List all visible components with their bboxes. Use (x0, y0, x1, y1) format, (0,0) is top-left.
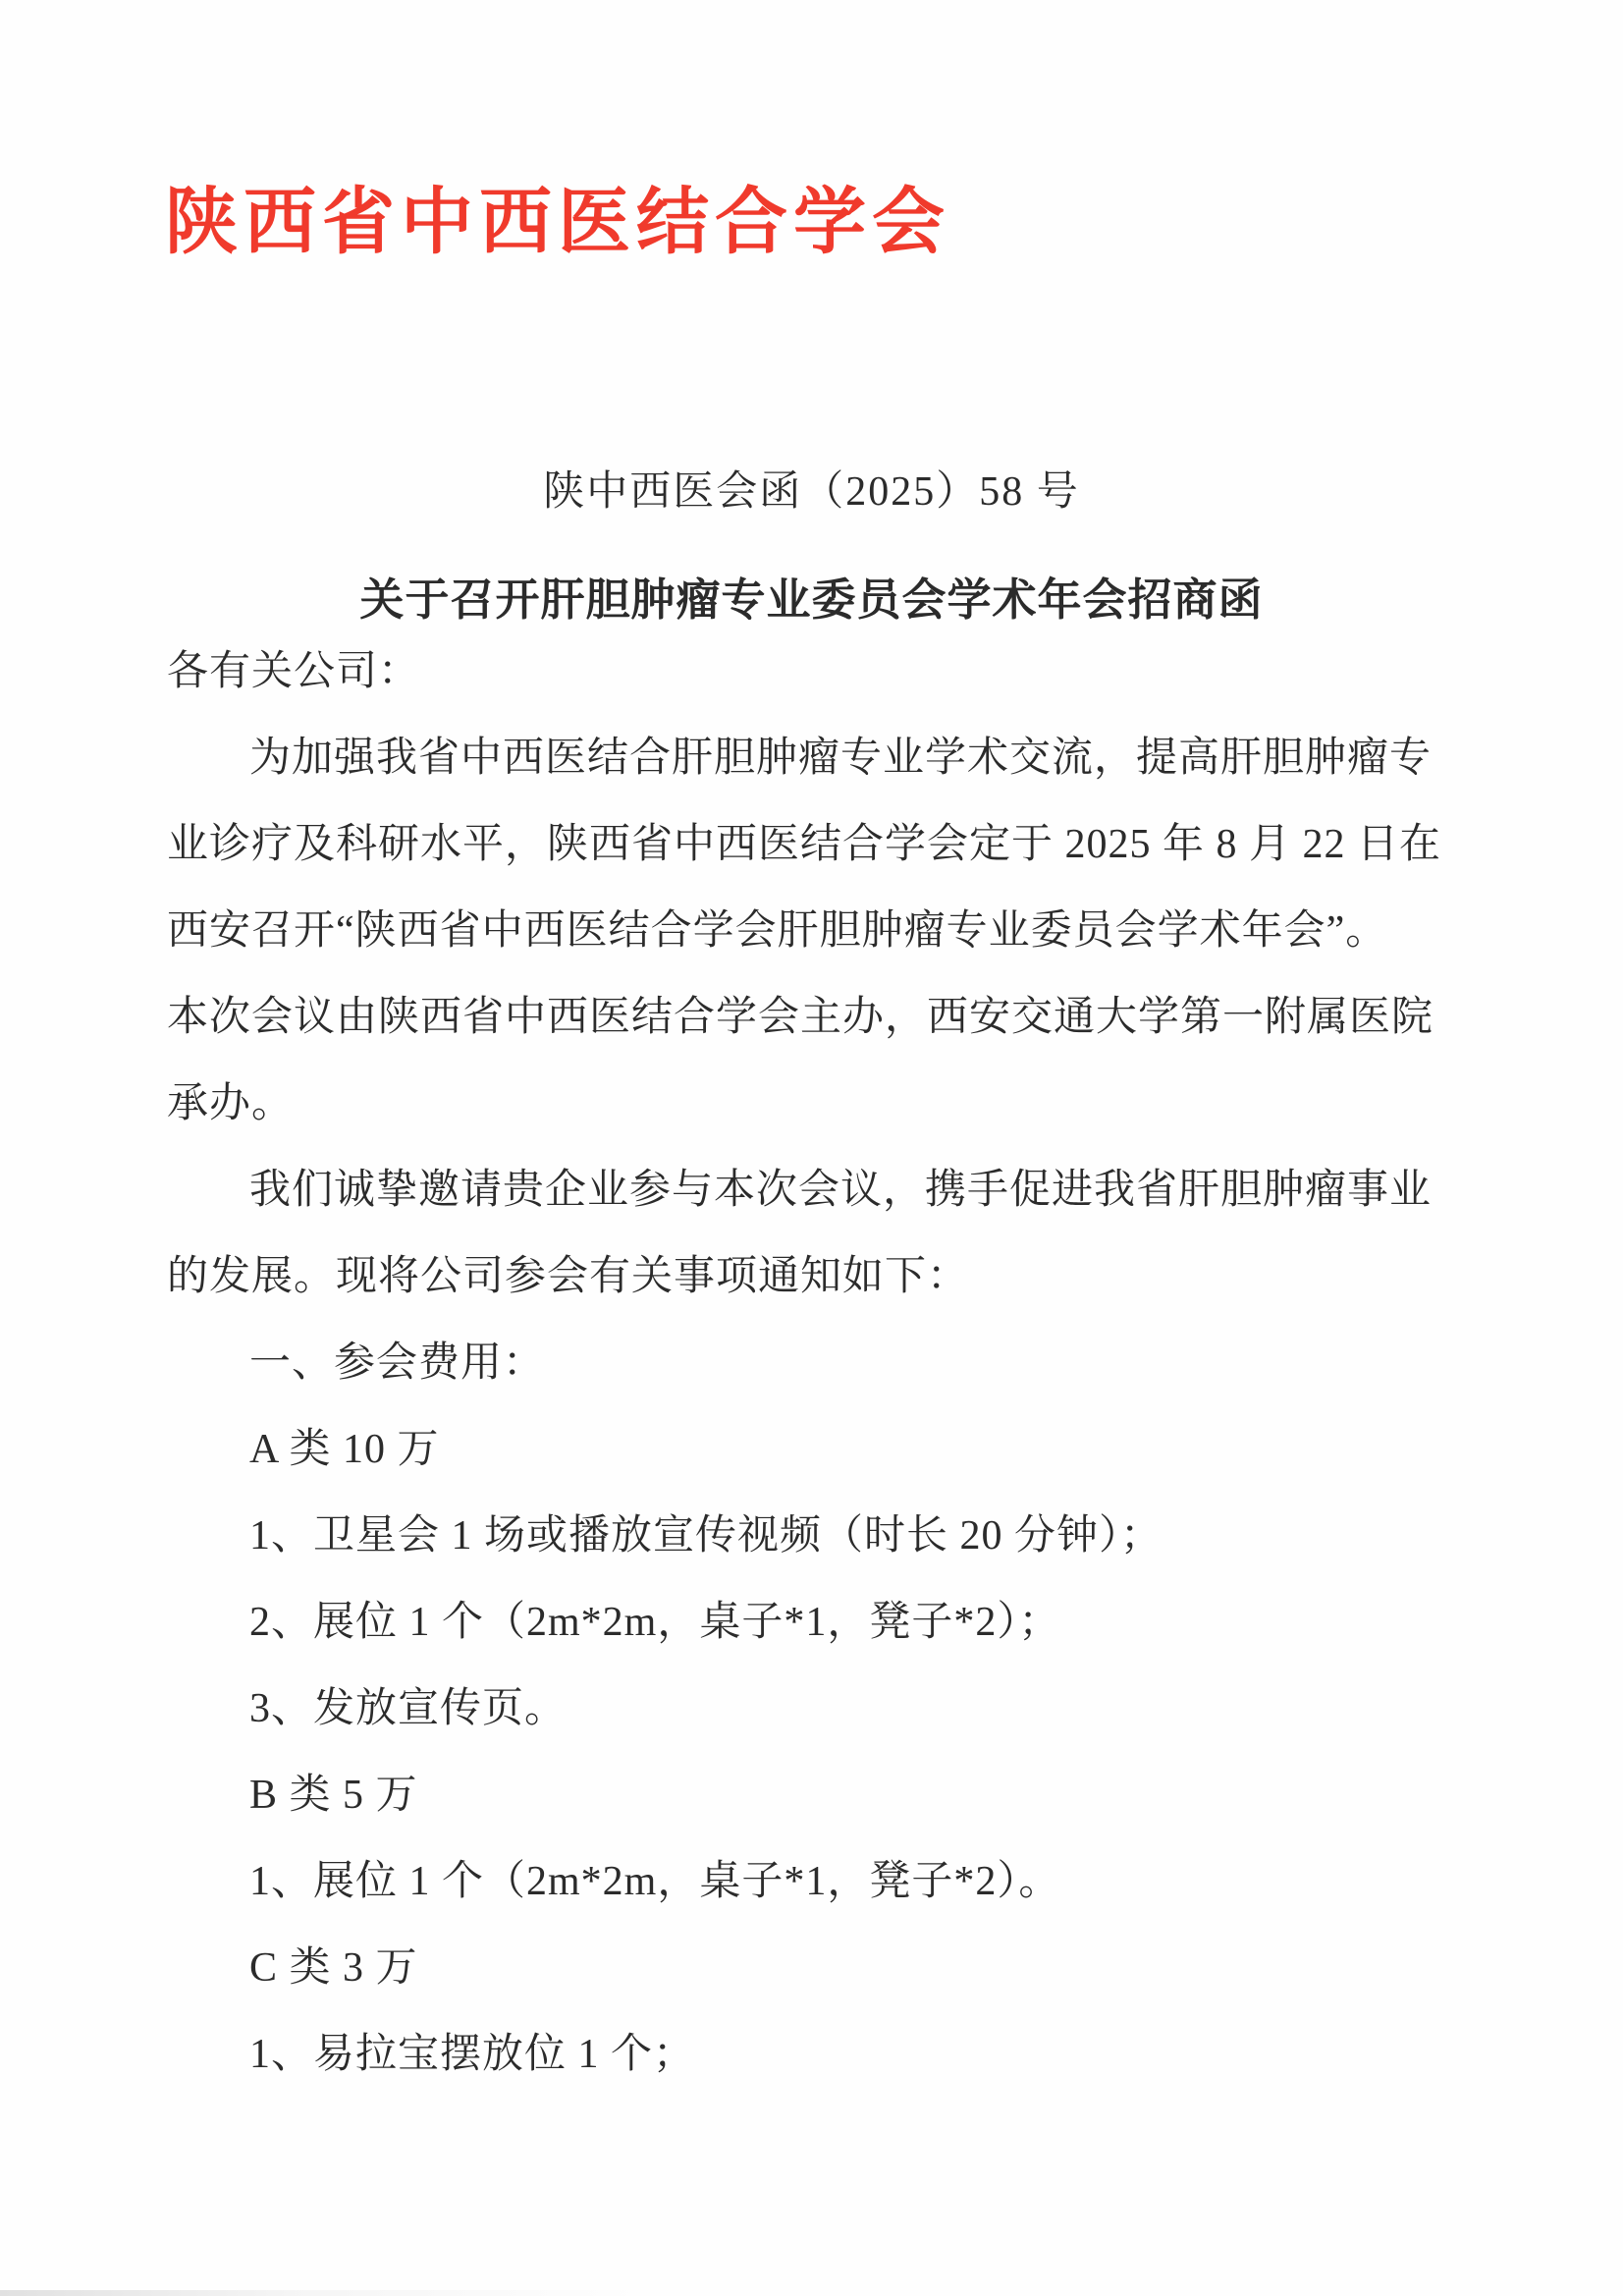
paragraph-line: 的发展。现将公司参会有关事项通知如下： (167, 1254, 970, 1300)
paragraph-line: 我们诚挚邀请贵企业参与本次会议，携手促进我省肝胆肿瘤事业 (249, 1168, 1433, 1214)
paragraph-line: 为加强我省中西医结合肝胆肿瘤专业学术交流，提高肝胆肿瘤专 (249, 736, 1433, 782)
paragraph-line: 承办。 (167, 1081, 295, 1127)
letter-body (0, 629, 1623, 2098)
document-number: 陕中西医会函（2025）58 号 (543, 469, 1080, 516)
list-item-line: 1、易拉宝摆放位 1 个； (249, 2032, 696, 2078)
paragraph-line: 本次会议由陕西省中西医结合学会主办，西安交通大学第一附属医院 (167, 995, 1434, 1041)
document-subject-heading: 关于召开肝胆肿瘤专业委员会学术年会招商函 (359, 575, 1264, 626)
section-heading-line: 一、参会费用： (249, 1340, 546, 1387)
scan-edge-artifact (0, 2290, 1623, 2296)
fee-category-line: A 类 10 万 (249, 1427, 440, 1473)
organization-title: 陕西省中西医结合学会 (165, 183, 950, 263)
list-item-line: 2、展位 1 个（2m*2m，桌子*1，凳子*2）； (249, 1600, 1061, 1646)
fee-category-line: B 类 5 万 (249, 1773, 418, 1819)
fee-category-line: C 类 3 万 (249, 1945, 418, 1992)
salutation-line: 各有关公司： (167, 649, 421, 695)
list-item-line: 1、展位 1 个（2m*2m，桌子*1，凳子*2）。 (249, 1859, 1061, 1905)
list-item-line: 1、卫星会 1 场或播放宣传视频（时长 20 分钟）； (249, 1513, 1163, 1559)
list-item-line: 3、发放宣传页。 (249, 1686, 568, 1732)
paragraph-line: 西安召开“陕西省中西医结合学会肝胆肿瘤专业委员会学术年会”。 (167, 908, 1388, 955)
paragraph-line: 业诊疗及科研水平，陕西省中西医结合学会定于 2025 年 8 月 22 日在 (167, 822, 1442, 868)
